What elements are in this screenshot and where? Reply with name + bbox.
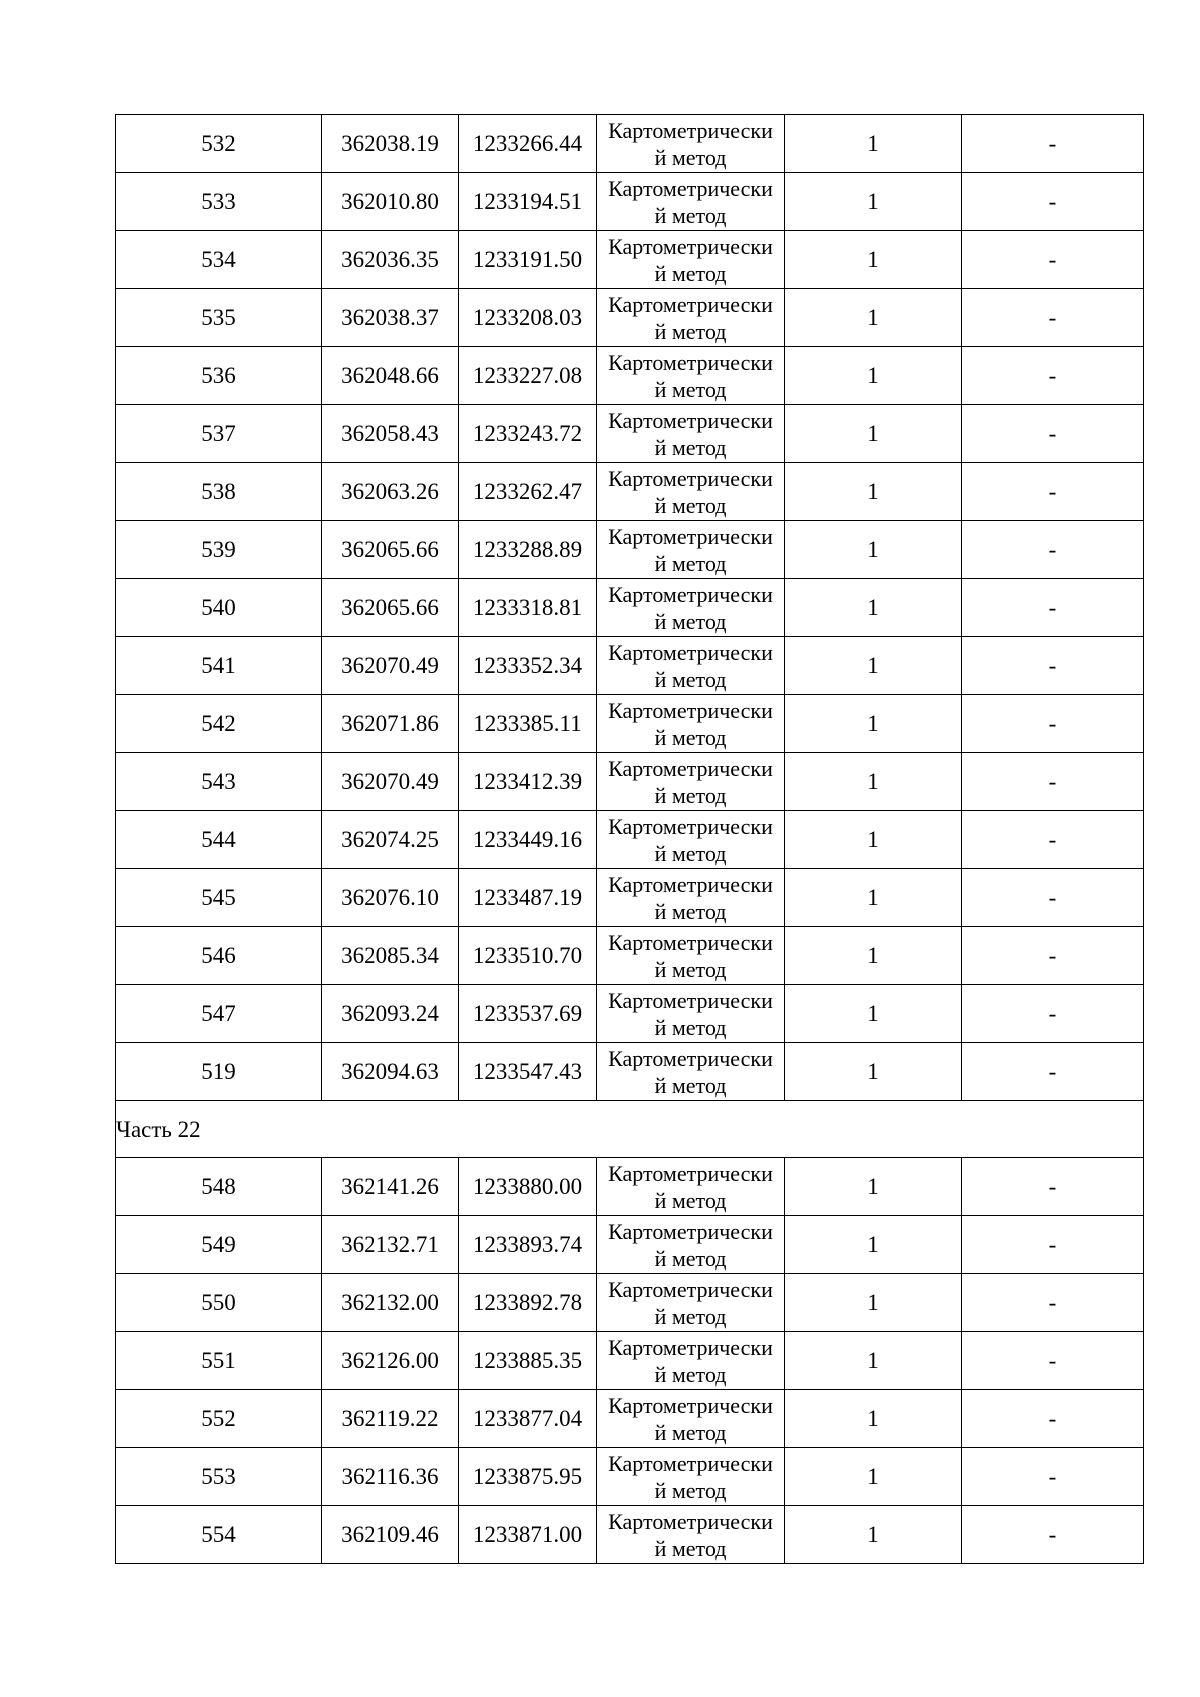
accuracy-cell: 1 — [785, 1448, 962, 1506]
point-number-cell: 537 — [116, 405, 322, 463]
method-cell — [597, 637, 785, 695]
method-text-line: й метод — [654, 783, 727, 808]
table-row — [116, 1043, 1144, 1101]
method-text-line: Картометрически — [608, 1161, 773, 1186]
method-text-line: й метод — [654, 609, 727, 634]
accuracy-cell: 1 — [785, 1506, 962, 1564]
table-row — [116, 579, 1144, 637]
method-cell — [597, 753, 785, 811]
y-coordinate-cell: 1233194.51 — [459, 173, 597, 231]
y-coordinate-cell: 1233510.70 — [459, 927, 597, 985]
y-coordinate-cell: 1233487.19 — [459, 869, 597, 927]
y-coordinate-cell: 1233412.39 — [459, 753, 597, 811]
point-number-cell: 534 — [116, 231, 322, 289]
accuracy-cell: 1 — [785, 1158, 962, 1216]
x-coordinate-cell: 362063.26 — [322, 463, 459, 521]
method-text-line: й метод — [654, 841, 727, 866]
x-coordinate-cell: 362119.22 — [322, 1390, 459, 1448]
table-row — [116, 695, 1144, 753]
method-text-line: Картометрически — [608, 988, 773, 1013]
note-cell: - — [962, 1274, 1144, 1332]
note-cell: - — [962, 985, 1144, 1043]
table-row — [116, 289, 1144, 347]
method-text-line: й метод — [654, 1246, 727, 1271]
section-label: Часть 22 — [116, 1101, 1144, 1158]
table-row — [116, 869, 1144, 927]
accuracy-cell: 1 — [785, 231, 962, 289]
method-cell — [597, 1332, 785, 1390]
method-text-line: й метод — [654, 1073, 727, 1098]
accuracy-cell: 1 — [785, 985, 962, 1043]
note-cell: - — [962, 347, 1144, 405]
point-number-cell: 539 — [116, 521, 322, 579]
method-cell — [597, 1506, 785, 1564]
table-row — [116, 1216, 1144, 1274]
y-coordinate-cell: 1233227.08 — [459, 347, 597, 405]
table-row — [116, 1158, 1144, 1216]
accuracy-cell: 1 — [785, 695, 962, 753]
coordinates-table-body — [116, 115, 1144, 1564]
method-text-line: Картометрически — [608, 1046, 773, 1071]
method-text-line: Картометрически — [608, 872, 773, 897]
table-row — [116, 521, 1144, 579]
table-row — [116, 173, 1144, 231]
note-cell: - — [962, 173, 1144, 231]
y-coordinate-cell: 1233537.69 — [459, 985, 597, 1043]
y-coordinate-cell: 1233893.74 — [459, 1216, 597, 1274]
method-text-line: Картометрически — [608, 350, 773, 375]
y-coordinate-cell: 1233885.35 — [459, 1332, 597, 1390]
method-text-line: й метод — [654, 1536, 727, 1561]
method-text-line: й метод — [654, 261, 727, 286]
method-text-line: Картометрически — [608, 1219, 773, 1244]
y-coordinate-cell: 1233262.47 — [459, 463, 597, 521]
accuracy-cell: 1 — [785, 637, 962, 695]
method-text-line: й метод — [654, 435, 727, 460]
accuracy-cell: 1 — [785, 869, 962, 927]
method-text-line: Картометрически — [608, 1335, 773, 1360]
y-coordinate-cell: 1233208.03 — [459, 289, 597, 347]
method-cell — [597, 1274, 785, 1332]
method-text-line: Картометрически — [608, 118, 773, 143]
point-number-cell: 549 — [116, 1216, 322, 1274]
method-cell — [597, 1216, 785, 1274]
method-text-line: Картометрически — [608, 582, 773, 607]
point-number-cell: 540 — [116, 579, 322, 637]
note-cell: - — [962, 1448, 1144, 1506]
method-text-line: Картометрически — [608, 1509, 773, 1534]
method-cell — [597, 405, 785, 463]
method-cell — [597, 1043, 785, 1101]
note-cell: - — [962, 695, 1144, 753]
section-row — [116, 1101, 1144, 1158]
note-cell: - — [962, 405, 1144, 463]
y-coordinate-cell: 1233191.50 — [459, 231, 597, 289]
point-number-cell: 550 — [116, 1274, 322, 1332]
x-coordinate-cell: 362038.37 — [322, 289, 459, 347]
y-coordinate-cell: 1233288.89 — [459, 521, 597, 579]
method-text-line: й метод — [654, 1015, 727, 1040]
table-row — [116, 463, 1144, 521]
method-text-line: Картометрически — [608, 814, 773, 839]
note-cell: - — [962, 463, 1144, 521]
x-coordinate-cell: 362141.26 — [322, 1158, 459, 1216]
method-text-line: й метод — [654, 1420, 727, 1445]
method-text-line: Картометрически — [608, 1451, 773, 1476]
method-text-line: Картометрически — [608, 640, 773, 665]
method-text-line: Картометрически — [608, 756, 773, 781]
note-cell: - — [962, 1506, 1144, 1564]
method-cell — [597, 927, 785, 985]
table-row — [116, 1332, 1144, 1390]
note-cell: - — [962, 1332, 1144, 1390]
method-text-line: Картометрически — [608, 930, 773, 955]
method-text-line: Картометрически — [608, 466, 773, 491]
x-coordinate-cell: 362038.19 — [322, 115, 459, 173]
table-row — [116, 1448, 1144, 1506]
accuracy-cell: 1 — [785, 463, 962, 521]
x-coordinate-cell: 362071.86 — [322, 695, 459, 753]
method-text-line: Картометрически — [608, 524, 773, 549]
accuracy-cell: 1 — [785, 927, 962, 985]
point-number-cell: 554 — [116, 1506, 322, 1564]
x-coordinate-cell: 362048.66 — [322, 347, 459, 405]
method-text-line: й метод — [654, 1304, 727, 1329]
note-cell: - — [962, 231, 1144, 289]
method-text-line: й метод — [654, 957, 727, 982]
y-coordinate-cell: 1233875.95 — [459, 1448, 597, 1506]
accuracy-cell: 1 — [785, 1274, 962, 1332]
method-cell — [597, 173, 785, 231]
method-text-line: Картометрически — [608, 1277, 773, 1302]
x-coordinate-cell: 362126.00 — [322, 1332, 459, 1390]
note-cell: - — [962, 1216, 1144, 1274]
method-text-line: й метод — [654, 493, 727, 518]
point-number-cell: 538 — [116, 463, 322, 521]
method-cell — [597, 463, 785, 521]
accuracy-cell: 1 — [785, 579, 962, 637]
note-cell: - — [962, 289, 1144, 347]
table-row — [116, 405, 1144, 463]
note-cell: - — [962, 927, 1144, 985]
x-coordinate-cell: 362109.46 — [322, 1506, 459, 1564]
method-cell — [597, 289, 785, 347]
y-coordinate-cell: 1233352.34 — [459, 637, 597, 695]
table-row — [116, 347, 1144, 405]
x-coordinate-cell: 362085.34 — [322, 927, 459, 985]
method-cell — [597, 695, 785, 753]
accuracy-cell: 1 — [785, 115, 962, 173]
method-text-line: й метод — [654, 1362, 727, 1387]
method-cell — [597, 231, 785, 289]
method-cell — [597, 985, 785, 1043]
accuracy-cell: 1 — [785, 1332, 962, 1390]
table-row — [116, 811, 1144, 869]
x-coordinate-cell: 362065.66 — [322, 579, 459, 637]
table-row — [116, 1390, 1144, 1448]
method-text-line: й метод — [654, 319, 727, 344]
table-row — [116, 115, 1144, 173]
accuracy-cell: 1 — [785, 1390, 962, 1448]
accuracy-cell: 1 — [785, 173, 962, 231]
x-coordinate-cell: 362065.66 — [322, 521, 459, 579]
x-coordinate-cell: 362116.36 — [322, 1448, 459, 1506]
method-text-line: й метод — [654, 667, 727, 692]
point-number-cell: 551 — [116, 1332, 322, 1390]
method-text-line: й метод — [654, 551, 727, 576]
note-cell: - — [962, 579, 1144, 637]
point-number-cell: 547 — [116, 985, 322, 1043]
point-number-cell: 546 — [116, 927, 322, 985]
accuracy-cell: 1 — [785, 811, 962, 869]
point-number-cell: 541 — [116, 637, 322, 695]
accuracy-cell: 1 — [785, 521, 962, 579]
point-number-cell: 553 — [116, 1448, 322, 1506]
table-row — [116, 637, 1144, 695]
table-row — [116, 985, 1144, 1043]
note-cell: - — [962, 115, 1144, 173]
point-number-cell: 544 — [116, 811, 322, 869]
point-number-cell: 519 — [116, 1043, 322, 1101]
method-text-line: Картометрически — [608, 234, 773, 259]
accuracy-cell: 1 — [785, 753, 962, 811]
table-row — [116, 1506, 1144, 1564]
coordinates-table — [115, 114, 1144, 1564]
x-coordinate-cell: 362132.00 — [322, 1274, 459, 1332]
y-coordinate-cell: 1233880.00 — [459, 1158, 597, 1216]
y-coordinate-cell: 1233243.72 — [459, 405, 597, 463]
note-cell: - — [962, 1390, 1144, 1448]
note-cell: - — [962, 869, 1144, 927]
method-cell — [597, 1448, 785, 1506]
y-coordinate-cell: 1233547.43 — [459, 1043, 597, 1101]
x-coordinate-cell: 362074.25 — [322, 811, 459, 869]
method-text-line: й метод — [654, 203, 727, 228]
y-coordinate-cell: 1233877.04 — [459, 1390, 597, 1448]
method-text-line: Картометрически — [608, 698, 773, 723]
x-coordinate-cell: 362036.35 — [322, 231, 459, 289]
method-text-line: й метод — [654, 725, 727, 750]
x-coordinate-cell: 362076.10 — [322, 869, 459, 927]
method-text-line: й метод — [654, 1478, 727, 1503]
x-coordinate-cell: 362132.71 — [322, 1216, 459, 1274]
point-number-cell: 548 — [116, 1158, 322, 1216]
method-cell — [597, 579, 785, 637]
point-number-cell: 552 — [116, 1390, 322, 1448]
point-number-cell: 543 — [116, 753, 322, 811]
accuracy-cell: 1 — [785, 405, 962, 463]
x-coordinate-cell: 362058.43 — [322, 405, 459, 463]
method-cell — [597, 115, 785, 173]
point-number-cell: 533 — [116, 173, 322, 231]
x-coordinate-cell: 362070.49 — [322, 637, 459, 695]
y-coordinate-cell: 1233266.44 — [459, 115, 597, 173]
accuracy-cell: 1 — [785, 1216, 962, 1274]
x-coordinate-cell: 362094.63 — [322, 1043, 459, 1101]
method-text-line: Картометрически — [608, 292, 773, 317]
method-text-line: й метод — [654, 145, 727, 170]
accuracy-cell: 1 — [785, 1043, 962, 1101]
note-cell: - — [962, 637, 1144, 695]
x-coordinate-cell: 362070.49 — [322, 753, 459, 811]
table-row — [116, 927, 1144, 985]
y-coordinate-cell: 1233385.11 — [459, 695, 597, 753]
method-cell — [597, 521, 785, 579]
point-number-cell: 542 — [116, 695, 322, 753]
point-number-cell: 545 — [116, 869, 322, 927]
note-cell: - — [962, 521, 1144, 579]
method-cell — [597, 811, 785, 869]
point-number-cell: 532 — [116, 115, 322, 173]
method-cell — [597, 1158, 785, 1216]
note-cell: - — [962, 753, 1144, 811]
note-cell: - — [962, 1158, 1144, 1216]
method-cell — [597, 869, 785, 927]
method-text-line: й метод — [654, 377, 727, 402]
x-coordinate-cell: 362010.80 — [322, 173, 459, 231]
table-row — [116, 1274, 1144, 1332]
method-text-line: Картометрически — [608, 176, 773, 201]
method-cell — [597, 1390, 785, 1448]
y-coordinate-cell: 1233449.16 — [459, 811, 597, 869]
method-text-line: й метод — [654, 899, 727, 924]
y-coordinate-cell: 1233871.00 — [459, 1506, 597, 1564]
accuracy-cell: 1 — [785, 289, 962, 347]
point-number-cell: 536 — [116, 347, 322, 405]
y-coordinate-cell: 1233318.81 — [459, 579, 597, 637]
y-coordinate-cell: 1233892.78 — [459, 1274, 597, 1332]
method-text-line: Картометрически — [608, 408, 773, 433]
table-row — [116, 753, 1144, 811]
x-coordinate-cell: 362093.24 — [322, 985, 459, 1043]
point-number-cell: 535 — [116, 289, 322, 347]
method-cell — [597, 347, 785, 405]
table-row — [116, 231, 1144, 289]
accuracy-cell: 1 — [785, 347, 962, 405]
note-cell: - — [962, 811, 1144, 869]
method-text-line: й метод — [654, 1188, 727, 1213]
method-text-line: Картометрически — [608, 1393, 773, 1418]
note-cell: - — [962, 1043, 1144, 1101]
